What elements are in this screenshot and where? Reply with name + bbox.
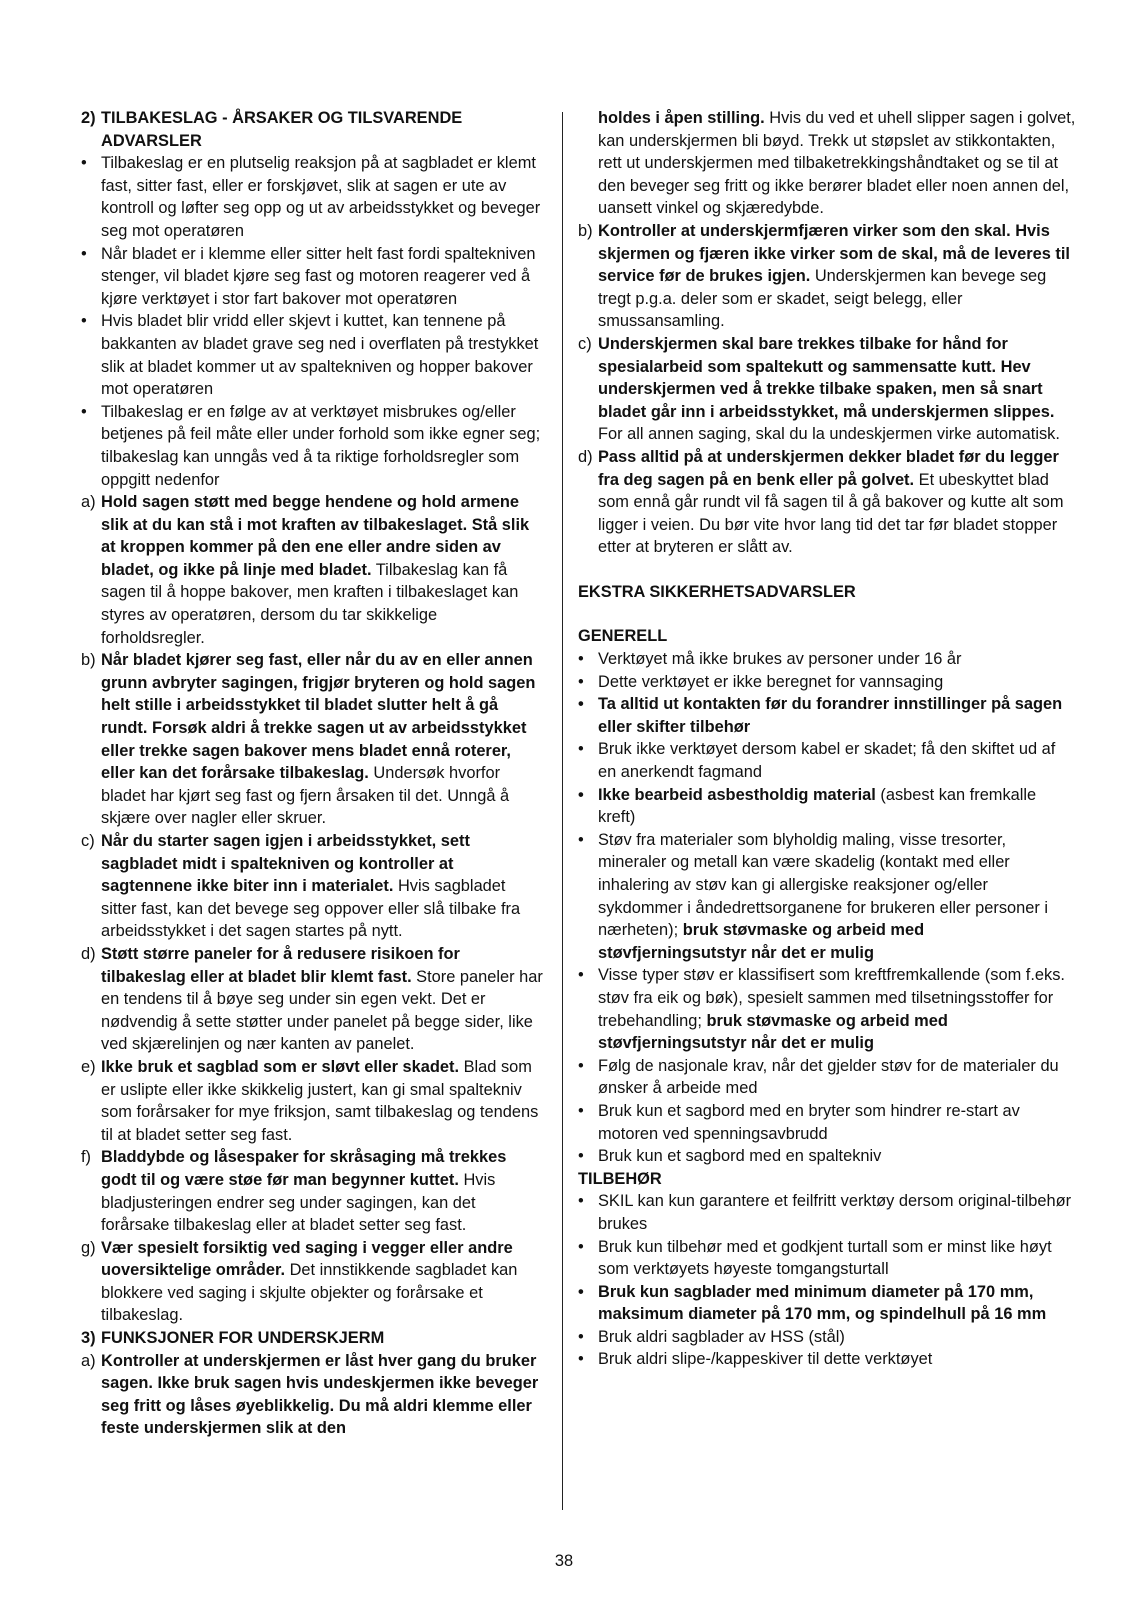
list-item-continued: holdes i åpen stilling. Hvis du ved et uhell slipper sagen i golvet, kan underskjermen bli bøyd. Trekk ut støpslet av stikkontakten, rett ut underskjermen med tilbaketrekkingshåndtaket og se til at den beveger seg fritt og ikke berører bladet eller noen annen del, uansett vinkel og skjæredybde. <box>598 109 1076 218</box>
list-item: d) Pass alltid på at underskjermen dekker bladet før du legger fra deg sagen på en benk eller på golvet. Et ubeskyttet blad som ennå går rundt vil få sagen til å gå bakover og kutte alt som ligger i veien. Du bør vite hvor lang tid det tar før bladet stopper etter at bryteren er slått av. <box>578 447 1064 557</box>
page-number: 38 <box>554 1552 574 1570</box>
bullet-item: • Bruk aldri slipe-/kappeskiver til dette verktøyet <box>578 1350 933 1369</box>
list-item: c) Når du starter sagen igjen i arbeidsstykket, sett sagbladet midt i spaltekniven og kontroller at sagtennene ikke biter inn i materialet. Hvis sagbladet sitter fast, kan det bevege seg oppover eller slå tilbake fra arbeidsstykket i det sagen startes på nytt. <box>81 832 521 941</box>
bullet-item: • Tilbakeslag er en plutselig reaksjon på at sagbladet er klemt fast, sitter fast, eller er forskjøvet, slik at sagen er ute av kontroll og løfter seg opp og ut av arbeidsstykket og beveger seg mot operatøren <box>81 154 541 240</box>
bullet-item: • Bruk kun sagblader med minimum diameter på 170 mm, maksimum diameter på 170 mm, og spindelhull på 16 mm <box>578 1282 1047 1324</box>
section-2-heading: 2) TILBAKESLAG - ÅRSAKER OG TILSVARENDE ADVARSLER <box>81 109 463 150</box>
left-column <box>81 107 545 1440</box>
bullet-item: • Tilbakeslag er en følge av at verktøyet misbrukes og/eller betjenes på feil måte eller under forhold som ikke egner seg; tilbakeslag kan unngås ved å ta riktige forholdsregler som oppgitt nedenfor <box>81 402 541 489</box>
list-item: c) Underskjermen skal bare trekkes tilbake for hånd for spesialarbeid som spaltekutt og sammensatte kutt. Hev underskjermen ved å trekke tilbake spaken, men så snart bladet går inn i arbeidsstykket, må underskjermen slippes. For all annen saging, skal du la undeskjermen virke automatisk. <box>578 334 1060 444</box>
column-divider <box>562 112 563 1510</box>
section-3-heading: 3) FUNKSJONER FOR UNDERSKJERM <box>81 1329 385 1348</box>
bullet-item: • Hvis bladet blir vridd eller skjevt i kuttet, kan tennene på bakkanten av bladet grave seg ned i overflaten på trestykket slik at bladet kommer ut av spaltekniven og hopper bakover mot operatøren <box>81 312 539 399</box>
list-item: d) Støtt større paneler for å redusere risikoen for tilbakeslag eller at bladet blir klemt fast. Store paneler har en tendens til å bøye seg under sin egen vekt. Det er nødvendig å sette støtter under panelet på begge sider, like ved skjærelinjen og nær kanten av panelet. <box>81 944 543 1054</box>
bullet-item: • Når bladet er i klemme eller sitter helt fast fordi spaltekniven stenger, vil bladet kjøre seg fast og motoren reagerer ved å kjøre verktøyet i stor fart bakover mot operatøren <box>81 244 536 308</box>
bullet-item: • Bruk kun et sagbord med en bryter som hindrer re-start av motoren ved spenningsavbrudd <box>578 1101 1020 1143</box>
bullet-item: • Følg de nasjonale krav, når det gjelder støv for de materialer du ønsker å arbeide med <box>578 1056 1059 1098</box>
bullet-item: • SKIL kan kun garantere et feilfritt verktøy dersom original-tilbehør brukes <box>578 1192 1072 1233</box>
list-item: b) Når bladet kjører seg fast, eller når du av en eller annen grunn avbryter sagingen, frigjør bryteren og hold sagen helt stille i arbeidsstykket til bladet slutter helt å gå rundt. Forsøk aldri å trekke sagen ut av arbeidsstykket eller trekke sagen bakover mens bladet ennå roterer, eller kan det forårsake tilbakeslag. Undersøk hvorfor bladet har kjørt seg fast og fjern årsaken til det. Unngå å skjære over nagler eller skruer. <box>81 651 536 828</box>
list-item: e) Ikke bruk et sagblad som er sløvt eller skadet. Blad som er uslipte eller ikke skikkelig justert, kan gi smal spaltekniv som forårsaker for mye friksjon, samt tilbakeslag og tendens til at bladet setter seg fast. <box>81 1057 539 1144</box>
bullet-item: • Dette verktøyet er ikke beregnet for vannsaging <box>578 672 944 691</box>
list-item: f) Bladdybde og låsespaker for skråsaging må trekkes godt til og være støe før man begynner kuttet. Hvis bladjusteringen endrer seg under sagingen, kan det forårsake tilbakeslag eller at bladet setter seg fast. <box>81 1148 507 1235</box>
bullet-item: • Ikke bearbeid asbestholdig material (asbest kan fremkalle kreft) <box>578 785 1037 827</box>
bullet-item: • Bruk aldri sagblader av HSS (stål) <box>578 1327 845 1346</box>
generell-heading: GENERELL <box>578 627 668 646</box>
right-column <box>578 107 1076 1371</box>
bullet-item: • Bruk ikke verktøyet dersom kabel er skadet; få den skiftet ud af en anerkendt fagmand <box>578 740 1056 782</box>
bullet-item: • Bruk kun tilbehør med et godkjent turtall som er minst like høyt som verktøyets høyeste tomgangsturtall <box>578 1237 1052 1279</box>
tilbehor-heading: TILBEHØR <box>578 1169 662 1188</box>
list-item: a) Hold sagen støtt med begge hendene og hold armene slik at du kan stå i mot kraften av tilbakeslaget. Stå slik at kroppen kommer på den ene eller andre siden av bladet, og ikke på linje med bladet. Tilbakeslag kan få sagen til å hoppe bakover, men kraften i tilbakeslaget kan styres av operatøren, dersom du tar skikkelige forholdsregler. <box>81 493 530 647</box>
list-item: a) Kontroller at underskjermen er låst hver gang du bruker sagen. Ikke bruk sagen hvis undeskjermen ikke beveger seg fritt og låses øyeblikkelig. Du må aldri klemme eller feste underskjermen slik at den <box>81 1351 539 1438</box>
extra-safety-heading: EKSTRA SIKKERHETSADVARSLER <box>578 582 856 601</box>
bullet-item: • Støv fra materialer som blyholdig maling, visse tresorter, mineraler og metall kan være skadelig (kontakt med eller inhalering av støv kan gi allergiske reaksjoner og/eller sykdommer i åndedrettsorganene for brukeren eller personer i nærheten); bruk støvmaske og arbeid med støvfjerningsutstyr når det er mulig <box>578 830 1049 962</box>
bullet-item: • Verktøyet må ikke brukes av personer under 16 år <box>578 650 962 669</box>
bullet-item: • Visse typer støv er klassifisert som kreftfremkallende (som f.eks. støv fra eik og bøk), spesielt sammen med tilsetningsstoffer for trebehandling; bruk støvmaske og arbeid med støvfjerningsutstyr når det er mulig <box>578 966 1065 1053</box>
list-item: b) Kontroller at underskjermfjæren virker som den skal. Hvis skjermen og fjæren ikke virker som de skal, må de leveres til service før de brukes igjen. Underskjermen kan bevege seg tregt p.g.a. deler som er skadet, seigt belegg, eller smussansamling. <box>578 221 1070 331</box>
bullet-item: • Bruk kun et sagbord med en spaltekniv <box>578 1147 882 1166</box>
list-item: g) Vær spesielt forsiktig ved saging i vegger eller andre uoversiktelige områder. Det innstikkende sagbladet kan blokkere ved saging i skjulte objekter og forårsake et tilbakeslag. <box>81 1238 518 1325</box>
bullet-item: • Ta alltid ut kontakten før du forandrer innstillinger på sagen eller skifter tilbehør <box>578 695 1063 736</box>
